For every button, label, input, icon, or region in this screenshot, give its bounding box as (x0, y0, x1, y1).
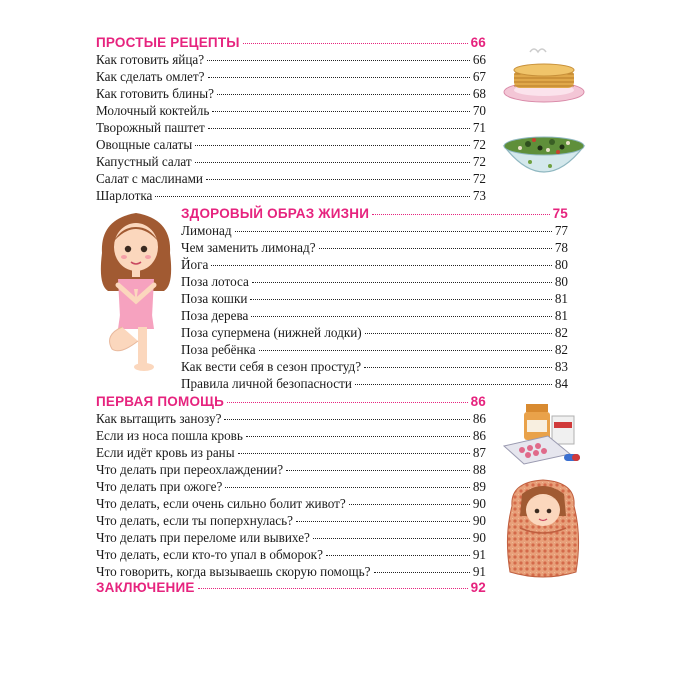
entry-label: Что делать при ожоге? (96, 479, 223, 494)
salad-bowl-illustration (500, 128, 588, 186)
entry-label: Что делать при переохлаждении? (96, 462, 284, 477)
leader-dots (296, 521, 470, 522)
entry-label: Что делать, если ты поперхнулась? (96, 513, 293, 528)
leader-dots (198, 588, 468, 589)
entry-label: Как готовить яйца? (96, 52, 205, 67)
toc-entry[interactable] (96, 427, 486, 445)
entry-label: Чем заменить лимонад? (181, 240, 316, 255)
toc-entry[interactable] (181, 375, 568, 393)
leader-dots (217, 94, 470, 95)
toc-entry[interactable] (96, 170, 486, 188)
entry-page: 73 (472, 188, 486, 203)
section-heading-first-aid[interactable] (96, 393, 486, 411)
entry-page: 70 (472, 103, 486, 118)
section-page: 86 (470, 394, 486, 409)
medicine-illustration (496, 398, 588, 470)
toc-entry[interactable] (96, 410, 486, 428)
entry-page: 77 (554, 223, 568, 238)
toc-entry[interactable] (96, 51, 486, 69)
leader-dots (326, 555, 470, 556)
leader-dots (365, 333, 552, 334)
entry-page: 66 (472, 52, 486, 67)
entry-label: Поза кошки (181, 291, 248, 306)
entry-label: Салат с маслинами (96, 171, 203, 186)
toc-entry[interactable] (181, 307, 568, 325)
entry-label: Правила личной безопасности (181, 376, 352, 391)
toc-entry[interactable] (96, 153, 486, 171)
leader-dots (246, 436, 470, 437)
leader-dots (224, 419, 469, 420)
leader-dots (155, 196, 469, 197)
entry-label: Как вытащить занозу? (96, 411, 222, 426)
entry-page: 89 (472, 479, 486, 494)
entry-label: Овощные салаты (96, 137, 193, 152)
toc-entry[interactable] (96, 85, 486, 103)
toc-entry[interactable] (96, 546, 486, 564)
leader-dots (286, 470, 470, 471)
entry-page: 90 (472, 513, 486, 528)
entry-label: Молочный коктейль (96, 103, 210, 118)
section-title: ПЕРВАЯ ПОМОЩЬ (96, 394, 225, 409)
leader-dots (313, 538, 470, 539)
leader-dots (349, 504, 470, 505)
entry-page: 86 (472, 411, 486, 426)
leader-dots (364, 367, 552, 368)
toc-entry[interactable] (181, 324, 568, 342)
toc-entry[interactable] (96, 187, 486, 205)
entry-label: Как вести себя в сезон простуд? (181, 359, 362, 374)
leader-dots (238, 453, 470, 454)
leader-dots (243, 43, 468, 44)
entry-page: 90 (472, 496, 486, 511)
pancake-stack-illustration (500, 40, 588, 108)
entry-page: 72 (472, 137, 486, 152)
entry-page: 72 (472, 171, 486, 186)
section-page: 66 (470, 35, 486, 50)
toc-entry[interactable] (96, 495, 486, 513)
entry-page: 84 (554, 376, 568, 391)
leader-dots (251, 316, 551, 317)
entry-label: Что говорить, когда вызываешь скорую помощь? (96, 564, 371, 579)
leader-dots (259, 350, 552, 351)
leader-dots (208, 77, 470, 78)
toc-entry[interactable] (96, 68, 486, 86)
leader-dots (212, 111, 469, 112)
toc-entry[interactable] (181, 256, 568, 274)
toc-entry[interactable] (96, 461, 486, 479)
leader-dots (252, 282, 552, 283)
entry-label: Поза лотоса (181, 274, 249, 289)
leader-dots (235, 231, 552, 232)
entry-label: Как готовить блины? (96, 86, 215, 101)
entry-label: Йога (181, 257, 209, 272)
girl-in-blanket-illustration (500, 476, 586, 582)
leader-dots (225, 487, 469, 488)
entry-label: Капустный салат (96, 154, 192, 169)
section-title: ЗДОРОВЫЙ ОБРАЗ ЖИЗНИ (181, 206, 370, 221)
leader-dots (372, 214, 549, 215)
entry-page: 68 (472, 86, 486, 101)
leader-dots (206, 179, 470, 180)
section-heading-conclusion[interactable] (96, 579, 486, 597)
leader-dots (195, 162, 470, 163)
toc-entry[interactable] (96, 529, 486, 547)
toc-entry[interactable] (181, 222, 568, 240)
entry-label: Лимонад (181, 223, 232, 238)
entry-page: 87 (472, 445, 486, 460)
entry-page: 72 (472, 154, 486, 169)
entry-page: 91 (472, 564, 486, 579)
entry-label: Если из носа пошла кровь (96, 428, 243, 443)
entry-page: 81 (554, 308, 568, 323)
entry-page: 82 (554, 342, 568, 357)
entry-page: 83 (554, 359, 568, 374)
leader-dots (250, 299, 551, 300)
entry-label: Что делать, если очень сильно болит живот? (96, 496, 346, 511)
toc-entry[interactable] (181, 341, 568, 359)
entry-page: 90 (472, 530, 486, 545)
entry-page: 71 (472, 120, 486, 135)
section-page: 92 (470, 580, 486, 595)
toc-entry[interactable] (181, 239, 568, 257)
leader-dots (207, 60, 470, 61)
entry-page: 91 (472, 547, 486, 562)
toc-entry[interactable] (181, 358, 568, 376)
entry-label: Поза ребёнка (181, 342, 256, 357)
yoga-girl-illustration (94, 205, 178, 375)
leader-dots (211, 265, 551, 266)
leader-dots (355, 384, 552, 385)
leader-dots (195, 145, 470, 146)
entry-page: 81 (554, 291, 568, 306)
entry-label: Поза дерева (181, 308, 249, 323)
section-heading-healthy-lifestyle[interactable] (181, 205, 568, 223)
entry-label: Что делать, если кто-то упал в обморок? (96, 547, 323, 562)
entry-label: Шарлотка (96, 188, 153, 203)
toc-entry[interactable] (96, 136, 486, 154)
entry-label: Поза супермена (нижней лодки) (181, 325, 362, 340)
toc-entry[interactable] (96, 512, 486, 530)
entry-label: Творожный паштет (96, 120, 205, 135)
toc-entry[interactable] (181, 290, 568, 308)
entry-page: 67 (472, 69, 486, 84)
toc-entry[interactable] (181, 273, 568, 291)
entry-label: Что делать при переломе или вывихе? (96, 530, 310, 545)
section-title: ЗАКЛЮЧЕНИЕ (96, 580, 195, 595)
entry-page: 80 (554, 274, 568, 289)
entry-page: 78 (554, 240, 568, 255)
section-page: 75 (552, 206, 568, 221)
entry-page: 88 (472, 462, 486, 477)
leader-dots (208, 128, 470, 129)
toc-entry[interactable] (96, 478, 486, 496)
entry-page: 80 (554, 257, 568, 272)
entry-label: Как сделать омлет? (96, 69, 205, 84)
entry-page: 82 (554, 325, 568, 340)
leader-dots (374, 572, 470, 573)
leader-dots (227, 402, 468, 403)
toc-entry[interactable] (96, 444, 486, 462)
toc-entry[interactable] (96, 102, 486, 120)
section-title: ПРОСТЫЕ РЕЦЕПТЫ (96, 35, 240, 50)
toc-entry[interactable] (96, 119, 486, 137)
section-heading-recipes[interactable] (96, 34, 486, 52)
leader-dots (319, 248, 552, 249)
entry-label: Если идёт кровь из раны (96, 445, 235, 460)
entry-page: 86 (472, 428, 486, 443)
